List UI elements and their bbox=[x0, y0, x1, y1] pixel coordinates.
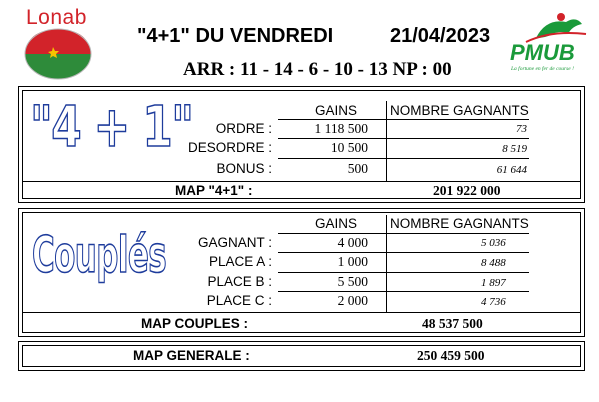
row-gagnants: 73 bbox=[516, 123, 527, 135]
row-gagnants: 5 036 bbox=[481, 237, 506, 249]
pmub-tagline: La fortune en fer de course ! bbox=[511, 66, 574, 72]
map-4plus1-value: 201 922 000 bbox=[433, 183, 501, 198]
table-general-inner bbox=[22, 345, 581, 367]
row-label: DESORDRE : bbox=[187, 140, 272, 155]
divider bbox=[278, 272, 529, 273]
row-label: BONUS : bbox=[216, 161, 272, 176]
row-gain: 1 118 500 bbox=[314, 121, 368, 136]
row-gagnants: 8 519 bbox=[502, 143, 527, 155]
divider bbox=[22, 181, 581, 182]
row-gain: 4 000 bbox=[337, 235, 368, 250]
couples-logo: Couplés bbox=[32, 226, 167, 284]
col-header-gagnants: NOMBRE GAGNANTS bbox=[390, 216, 529, 231]
divider bbox=[386, 101, 387, 181]
row-label: GAGNANT : bbox=[197, 235, 272, 250]
arrival-numbers: ARR : 11 - 14 - 6 - 10 - 13 NP : 00 bbox=[183, 59, 452, 80]
4plus1-logo: "4 + 1" bbox=[30, 95, 193, 160]
divider bbox=[386, 215, 387, 312]
divider bbox=[278, 233, 529, 234]
pmub-logo-text: PMUB bbox=[510, 40, 575, 65]
map-couples-value: 48 537 500 bbox=[422, 316, 483, 331]
divider bbox=[22, 312, 581, 313]
divider bbox=[278, 119, 529, 120]
page-title: "4+1" DU VENDREDI bbox=[137, 25, 334, 47]
row-gagnants: 61 644 bbox=[496, 164, 527, 176]
row-gain: 10 500 bbox=[330, 140, 368, 155]
divider bbox=[278, 158, 529, 159]
row-gain: 1 000 bbox=[337, 254, 368, 269]
divider bbox=[278, 291, 529, 292]
row-gain: 500 bbox=[347, 161, 368, 176]
lonab-logo-text: Lonab bbox=[26, 6, 87, 29]
col-header-gains: GAINS bbox=[314, 103, 357, 118]
map-4plus1-label: MAP "4+1" : bbox=[175, 183, 253, 198]
row-label: ORDRE : bbox=[215, 121, 272, 136]
divider bbox=[278, 252, 529, 253]
map-general-value: 250 459 500 bbox=[417, 348, 485, 363]
row-gagnants: 8 488 bbox=[481, 257, 506, 269]
row-label: PLACE B : bbox=[207, 274, 272, 289]
row-label: PLACE C : bbox=[206, 293, 272, 308]
divider bbox=[278, 138, 529, 139]
row-gagnants: 4 736 bbox=[481, 296, 506, 308]
row-gagnants: 1 897 bbox=[481, 277, 506, 289]
map-couples-label: MAP COUPLES : bbox=[141, 316, 249, 331]
row-gain: 2 000 bbox=[337, 293, 368, 308]
col-header-gagnants: NOMBRE GAGNANTS bbox=[390, 103, 529, 118]
row-gain: 5 500 bbox=[337, 274, 368, 289]
draw-date: 21/04/2023 bbox=[390, 25, 491, 47]
row-label: PLACE A : bbox=[208, 254, 272, 269]
map-general-label: MAP GENERALE : bbox=[133, 348, 250, 363]
col-header-gains: GAINS bbox=[314, 216, 357, 231]
